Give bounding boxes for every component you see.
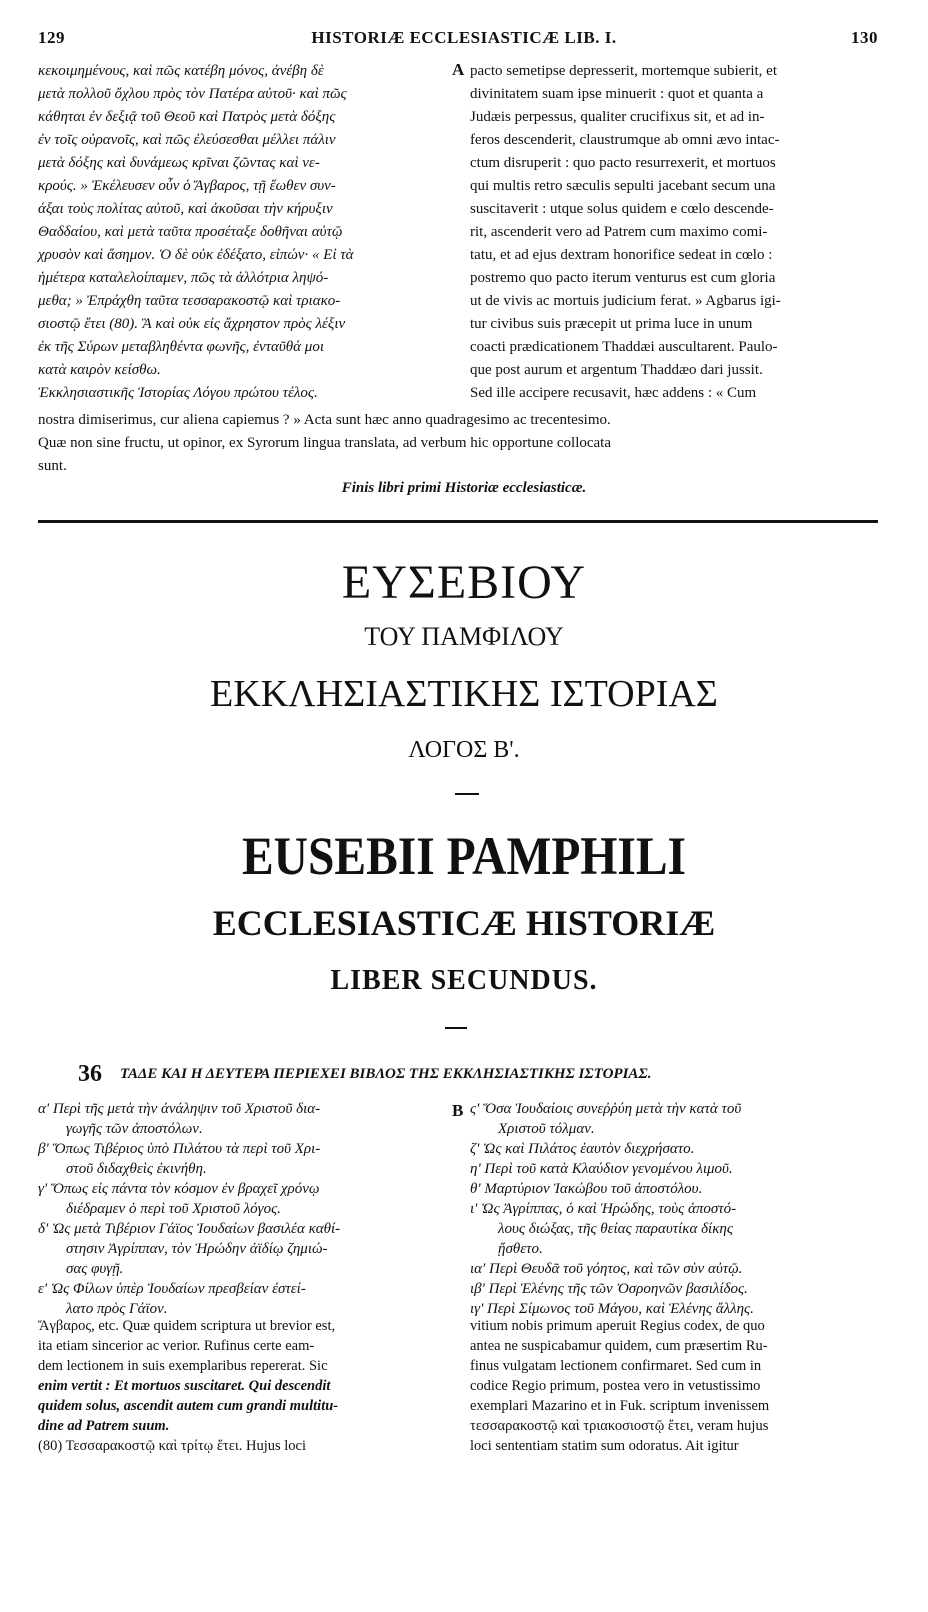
contents-entry-line <box>38 1179 448 1199</box>
note-line: codice Regio primum, postea vero in vetustissimo <box>470 1378 761 1394</box>
contents-entry-number: ιγ' <box>470 1301 488 1317</box>
contents-entry-text: λους διώξας, τῆς θείας παραυτίκα δίκης <box>498 1221 733 1237</box>
contents-entry-line <box>38 1099 448 1119</box>
note-line: finus vulgatam lectionem confirmaret. Sed cum in <box>470 1358 762 1374</box>
greek-book-number: ΛΟΓΟΣ Β'. <box>408 737 520 763</box>
contents-entry-line <box>470 1099 880 1119</box>
latin-text-line: Quæ non sine fructu, ut opinor, ex Syrorum lingua translata, ad verbum hic opportune collocata <box>38 435 612 451</box>
contents-entry-number: γ' <box>38 1181 51 1197</box>
contents-entry-line <box>38 1219 448 1239</box>
latin-work-title: ECCLESIASTICÆ HISTORIÆ <box>212 903 716 943</box>
contents-entry-text: Ὡς μετὰ Τιβέριον Γάϊος Ἰουδαίων βασιλέα καθί- <box>51 1221 341 1237</box>
greek-text-line: κάθηται ἐν δεξιᾷ τοῦ Θεοῦ καὶ Πατρὸς μετὰ δόξης <box>38 109 336 125</box>
contents-entry-line <box>38 1159 448 1179</box>
contents-entry-text: Περὶ τῆς μετὰ τὴν ἀνάληψιν τοῦ Χριστοῦ δια- <box>52 1101 321 1117</box>
notes-column-left <box>38 1316 448 1456</box>
contents-entry-text: στοῦ διδαχθεὶς ἐκινήθη. <box>66 1161 207 1177</box>
note-line: vitium nobis primum aperuit Regius codex, de quo <box>470 1318 765 1334</box>
latin-text-line: Judæis perpessus, qualiter crucifixus sit, et ad in- <box>470 109 765 125</box>
latin-text-column <box>470 60 880 405</box>
contents-entry-line <box>38 1199 448 1219</box>
column-marker-b: B <box>452 1101 464 1120</box>
contents-entry-line <box>470 1279 880 1299</box>
latin-author-title: EUSEBII PAMPHILI <box>241 826 687 886</box>
contents-entry-number: θ' <box>470 1181 485 1197</box>
contents-entry-text: Μαρτύριον Ἰακώβου τοῦ ἀποστόλου. <box>484 1181 703 1197</box>
page-number-left: 129 <box>38 28 65 47</box>
title-dash-2 <box>445 1027 467 1029</box>
latin-text-line: rit, ascenderit vero ad Patrem cum maximo comi- <box>470 224 768 240</box>
section-divider <box>38 520 878 523</box>
contents-entry-text: Ὅπως Τιβέριος ὑπὸ Πιλάτου τὰ περὶ τοῦ Χρι- <box>52 1141 321 1157</box>
contents-entry-line <box>470 1119 880 1139</box>
latin-text-line: tatu, et ad ejus dextram honorifice sedeat in cœlo : <box>470 247 773 263</box>
note-line: (80) Τεσσαρακοστῷ καὶ τρίτῳ ἔτει. Hujus loci <box>38 1438 307 1454</box>
contents-entry-number: ζ' <box>470 1141 484 1157</box>
note-line: enim vertit : Et mortuos suscitaret. Qui descendit <box>38 1378 331 1394</box>
contents-heading: ΤΑΔΕ ΚΑΙ Η ΔΕΥΤΕΡΑ ΠΕΡΙΕΧΕΙ ΒΙΒΛΟΣ ΤΗΣ ΕΚΚΛΗΣΙΑΣΤΙΚΗΣ ΙΣΤΟΡΙΑΣ. <box>120 1066 652 1082</box>
latin-text-line: que post aurum et argentum Thaddæo dari jussit. <box>470 362 763 378</box>
contents-entry-line <box>38 1279 448 1299</box>
latin-text-line: coacti prædicationem Thaddæi auscultarent. Paulo- <box>470 339 778 355</box>
contents-entry-text: Ὅσα Ἰουδαίοις συνεῤῥύη μετὰ τὴν κατὰ τοῦ <box>483 1101 742 1117</box>
greek-author-title: ΕΥΣΕΒΙΟΥ <box>341 556 587 609</box>
greek-author-subtitle: ΤΟΥ ΠΑΜΦΙΛΟΥ <box>364 622 564 651</box>
greek-text-line: Ἐκκλησιαστικῆς Ἱστορίας Λόγου πρώτου τέλος. <box>38 385 318 401</box>
latin-text-line: feros descenderit, claustrumque ab omni ævo intac- <box>470 132 780 148</box>
greek-text-column <box>38 60 448 405</box>
contents-entry-text: στησιν Ἀγρίππαν, τὸν Ἡρώδην ἀϊδίῳ ζημιώ- <box>66 1241 328 1257</box>
running-title: HISTORIÆ ECCLESIASTICÆ LIB. I. <box>311 28 617 47</box>
latin-text-line: postremo quo pacto iterum venturus est cum gloria <box>470 270 776 286</box>
greek-text-line: μεθα; » Ἐπράχθη ταῦτα τεσσαρακοστῷ καὶ τριακο- <box>38 293 341 309</box>
contents-entry-number: η' <box>470 1161 485 1177</box>
greek-text-line: ἡμέτερα καταλελοίπαμεν, πῶς τὰ ἀλλότρια ληψό- <box>38 270 329 286</box>
page-number-right: 130 <box>851 28 878 47</box>
latin-book-number: LIBER SECUNDUS. <box>330 965 598 996</box>
greek-work-title: ΕΚΚΛΗΣΙΑΣΤΙΚΗΣ ΙΣΤΟΡΙΑΣ <box>210 673 718 715</box>
note-line: exemplari Mazarino et in Fuk. scriptum invenissem <box>470 1398 770 1414</box>
latin-text-line: qui multis retro sæculis sepulti jacebant secum una <box>470 178 776 194</box>
note-line: quidem solus, ascendit autem cum grandi multitu- <box>38 1398 339 1414</box>
latin-text-line: pacto semetipse depresserit, mortemque subierit, et <box>470 63 777 79</box>
note-line: loci sententiam statim sum odoratus. Ait igitur <box>470 1438 739 1454</box>
contents-entry-line <box>470 1239 880 1259</box>
contents-entry-text: Ὡς Ἀγρίππας, ὁ καὶ Ἡρώδης, τοὺς ἀποστό- <box>481 1201 737 1217</box>
greek-text-line: μετὰ πολλοῦ ὄχλου πρὸς τὸν Πατέρα αὐτοῦ· καὶ πῶς <box>38 86 347 102</box>
greek-text-line: χρυσὸν καὶ ἄσημον. Ὁ δὲ οὐκ ἐδέξατο, εἰπών· « Εἰ τὰ <box>38 247 354 263</box>
contents-entry-number: β' <box>38 1141 53 1157</box>
contents-entry-line <box>470 1139 880 1159</box>
greek-text-line: κατὰ καιρὸν κείσθω. <box>38 362 161 378</box>
latin-text-line: divinitatem suam ipse minuerit : quot et quanta a <box>470 86 764 102</box>
note-line: dine ad Patrem suum. <box>38 1418 170 1434</box>
note-line: Ἄγβαρος, etc. Quæ quidem scriptura ut brevior est, <box>38 1318 336 1334</box>
contents-entry-number: ς' <box>470 1101 484 1117</box>
contents-entry-number: ι' <box>470 1201 482 1217</box>
contents-entry-text: διέδραμεν ὁ περὶ τοῦ Χριστοῦ λόγος. <box>66 1201 281 1217</box>
greek-text-line: κεκοιμημένους, καὶ πῶς κατέβη μόνος, ἀνέβη δὲ <box>38 63 324 79</box>
contents-entry-number: δ' <box>38 1221 52 1237</box>
contents-entry-text: Χριστοῦ τόλμαν. <box>498 1121 595 1137</box>
note-line: dem lectionem in suis exemplaribus repererat. Sic <box>38 1358 328 1374</box>
column-number: 36 <box>78 1061 102 1087</box>
contents-entry-line <box>470 1159 880 1179</box>
note-line: τεσσαρακοστῷ καὶ τριακοσιοστῷ ἔτει, veram hujus <box>470 1418 769 1434</box>
greek-text-line: μετὰ δόξης καὶ δυνάμεως κρῖναι ζῶντας καὶ νε- <box>38 155 320 171</box>
contents-entry-text: Περὶ Ἑλένης τῆς τῶν Ὀσροηνῶν βασιλίδος. <box>488 1281 748 1297</box>
contents-entry-text: λατο πρὸς Γάϊον. <box>66 1301 168 1317</box>
contents-entry-text: Ὅπως εἰς πάντα τὸν κόσμον ἐν βραχεῖ χρόνῳ <box>50 1181 320 1197</box>
contents-entry-number: ε' <box>38 1281 51 1297</box>
greek-text-line: ἐκ τῆς Σύρων μεταβληθέντα φωνῆς, ἐνταῦθά μοι <box>38 339 324 355</box>
note-line: antea ne suspicabamur quidem, cum præsertim Ru- <box>470 1338 768 1354</box>
latin-text-line: Sed ille accipere recusavit, hæc addens : « Cum <box>470 385 757 401</box>
latin-text-line: nostra dimiserimus, cur aliena capiemus ? » Acta sunt hæc anno quadragesimo ac trecentesimo. <box>38 412 611 428</box>
contents-entry-number: ιβ' <box>470 1281 489 1297</box>
contents-entry-line <box>38 1239 448 1259</box>
contents-entry-text: Περὶ Θευδᾶ τοῦ γόητος, καὶ τῶν σὺν αὐτῷ. <box>489 1261 743 1277</box>
contents-entry-line <box>38 1139 448 1159</box>
contents-entry-text: σας φυγῇ. <box>66 1261 124 1277</box>
contents-entry-number: ια' <box>470 1261 489 1277</box>
contents-entry-text: ᾔσθετο. <box>498 1241 543 1257</box>
latin-text-line: suscitaverit : utque solus quidem e cœlo descende- <box>470 201 774 217</box>
contents-entry-line <box>38 1119 448 1139</box>
greek-text-line: ἐν τοῖς οὐρανοῖς, καὶ πῶς ἐλεύσεσθαι μέλλει πάλιν <box>38 132 336 148</box>
contents-entry-line <box>38 1259 448 1279</box>
note-line: ita etiam sincerior ac verior. Rufinus certe eam- <box>38 1338 315 1354</box>
greek-text-line: άξαι τοὺς πολίτας αὐτοῦ, καὶ ἀκοῦσαι τὴν κήρυξιν <box>38 201 333 217</box>
book-end-colophon: Finis libri primi Historiæ ecclesiasticæ. <box>341 480 587 496</box>
contents-entry-text: Ὡς Φίλων ὑπὲρ Ἰουδαίων πρεσβείαν ἐστεί- <box>50 1281 306 1297</box>
contents-list-left <box>38 1099 448 1319</box>
contents-entry-text: γωγῆς τῶν ἀποστόλων. <box>66 1121 203 1137</box>
notes-column-right <box>470 1316 880 1456</box>
greek-text-line: Θαδδαίου, καὶ μετὰ ταῦτα προσέταξε δοθῆναι αὐτῷ <box>38 224 343 240</box>
contents-entry-line <box>470 1219 880 1239</box>
greek-text-line: κρούς. » Ἐκέλευσεν οὖν ὁ Ἄγβαρος, τῇ ἕωθεν συν- <box>38 178 336 194</box>
latin-text-continued <box>38 409 878 478</box>
title-dash <box>455 793 479 795</box>
latin-text-line: tur civibus suis præcepit ut prima luce in unum <box>470 316 753 332</box>
latin-text-line: ctum disruperit : quo pacto resurrexerit, et mortuos <box>470 155 776 171</box>
column-marker-a: A <box>452 60 465 79</box>
contents-entry-line <box>470 1179 880 1199</box>
contents-entry-number: α' <box>38 1101 53 1117</box>
latin-text-line: ut de vivis ac mortuis judicium ferat. » Agbarus igi- <box>470 293 781 309</box>
greek-text-line: σιοστῷ ἔτει (80). Ἃ καὶ οὐκ εἰς ἄχρηστον πρὸς λέξιν <box>38 316 346 332</box>
contents-entry-line <box>470 1259 880 1279</box>
contents-list-right <box>470 1099 880 1319</box>
contents-entry-text: Ὡς καὶ Πιλάτος ἑαυτὸν διεχρήσατο. <box>483 1141 695 1157</box>
latin-text-line: sunt. <box>38 458 67 474</box>
contents-entry-text: Περὶ Σίμωνος τοῦ Μάγου, καὶ Ἑλένης ἄλλης. <box>487 1301 754 1317</box>
contents-entry-text: Περὶ τοῦ κατὰ Κλαύδιον γενομένου λιμοῦ. <box>484 1161 733 1177</box>
contents-entry-line <box>470 1199 880 1219</box>
